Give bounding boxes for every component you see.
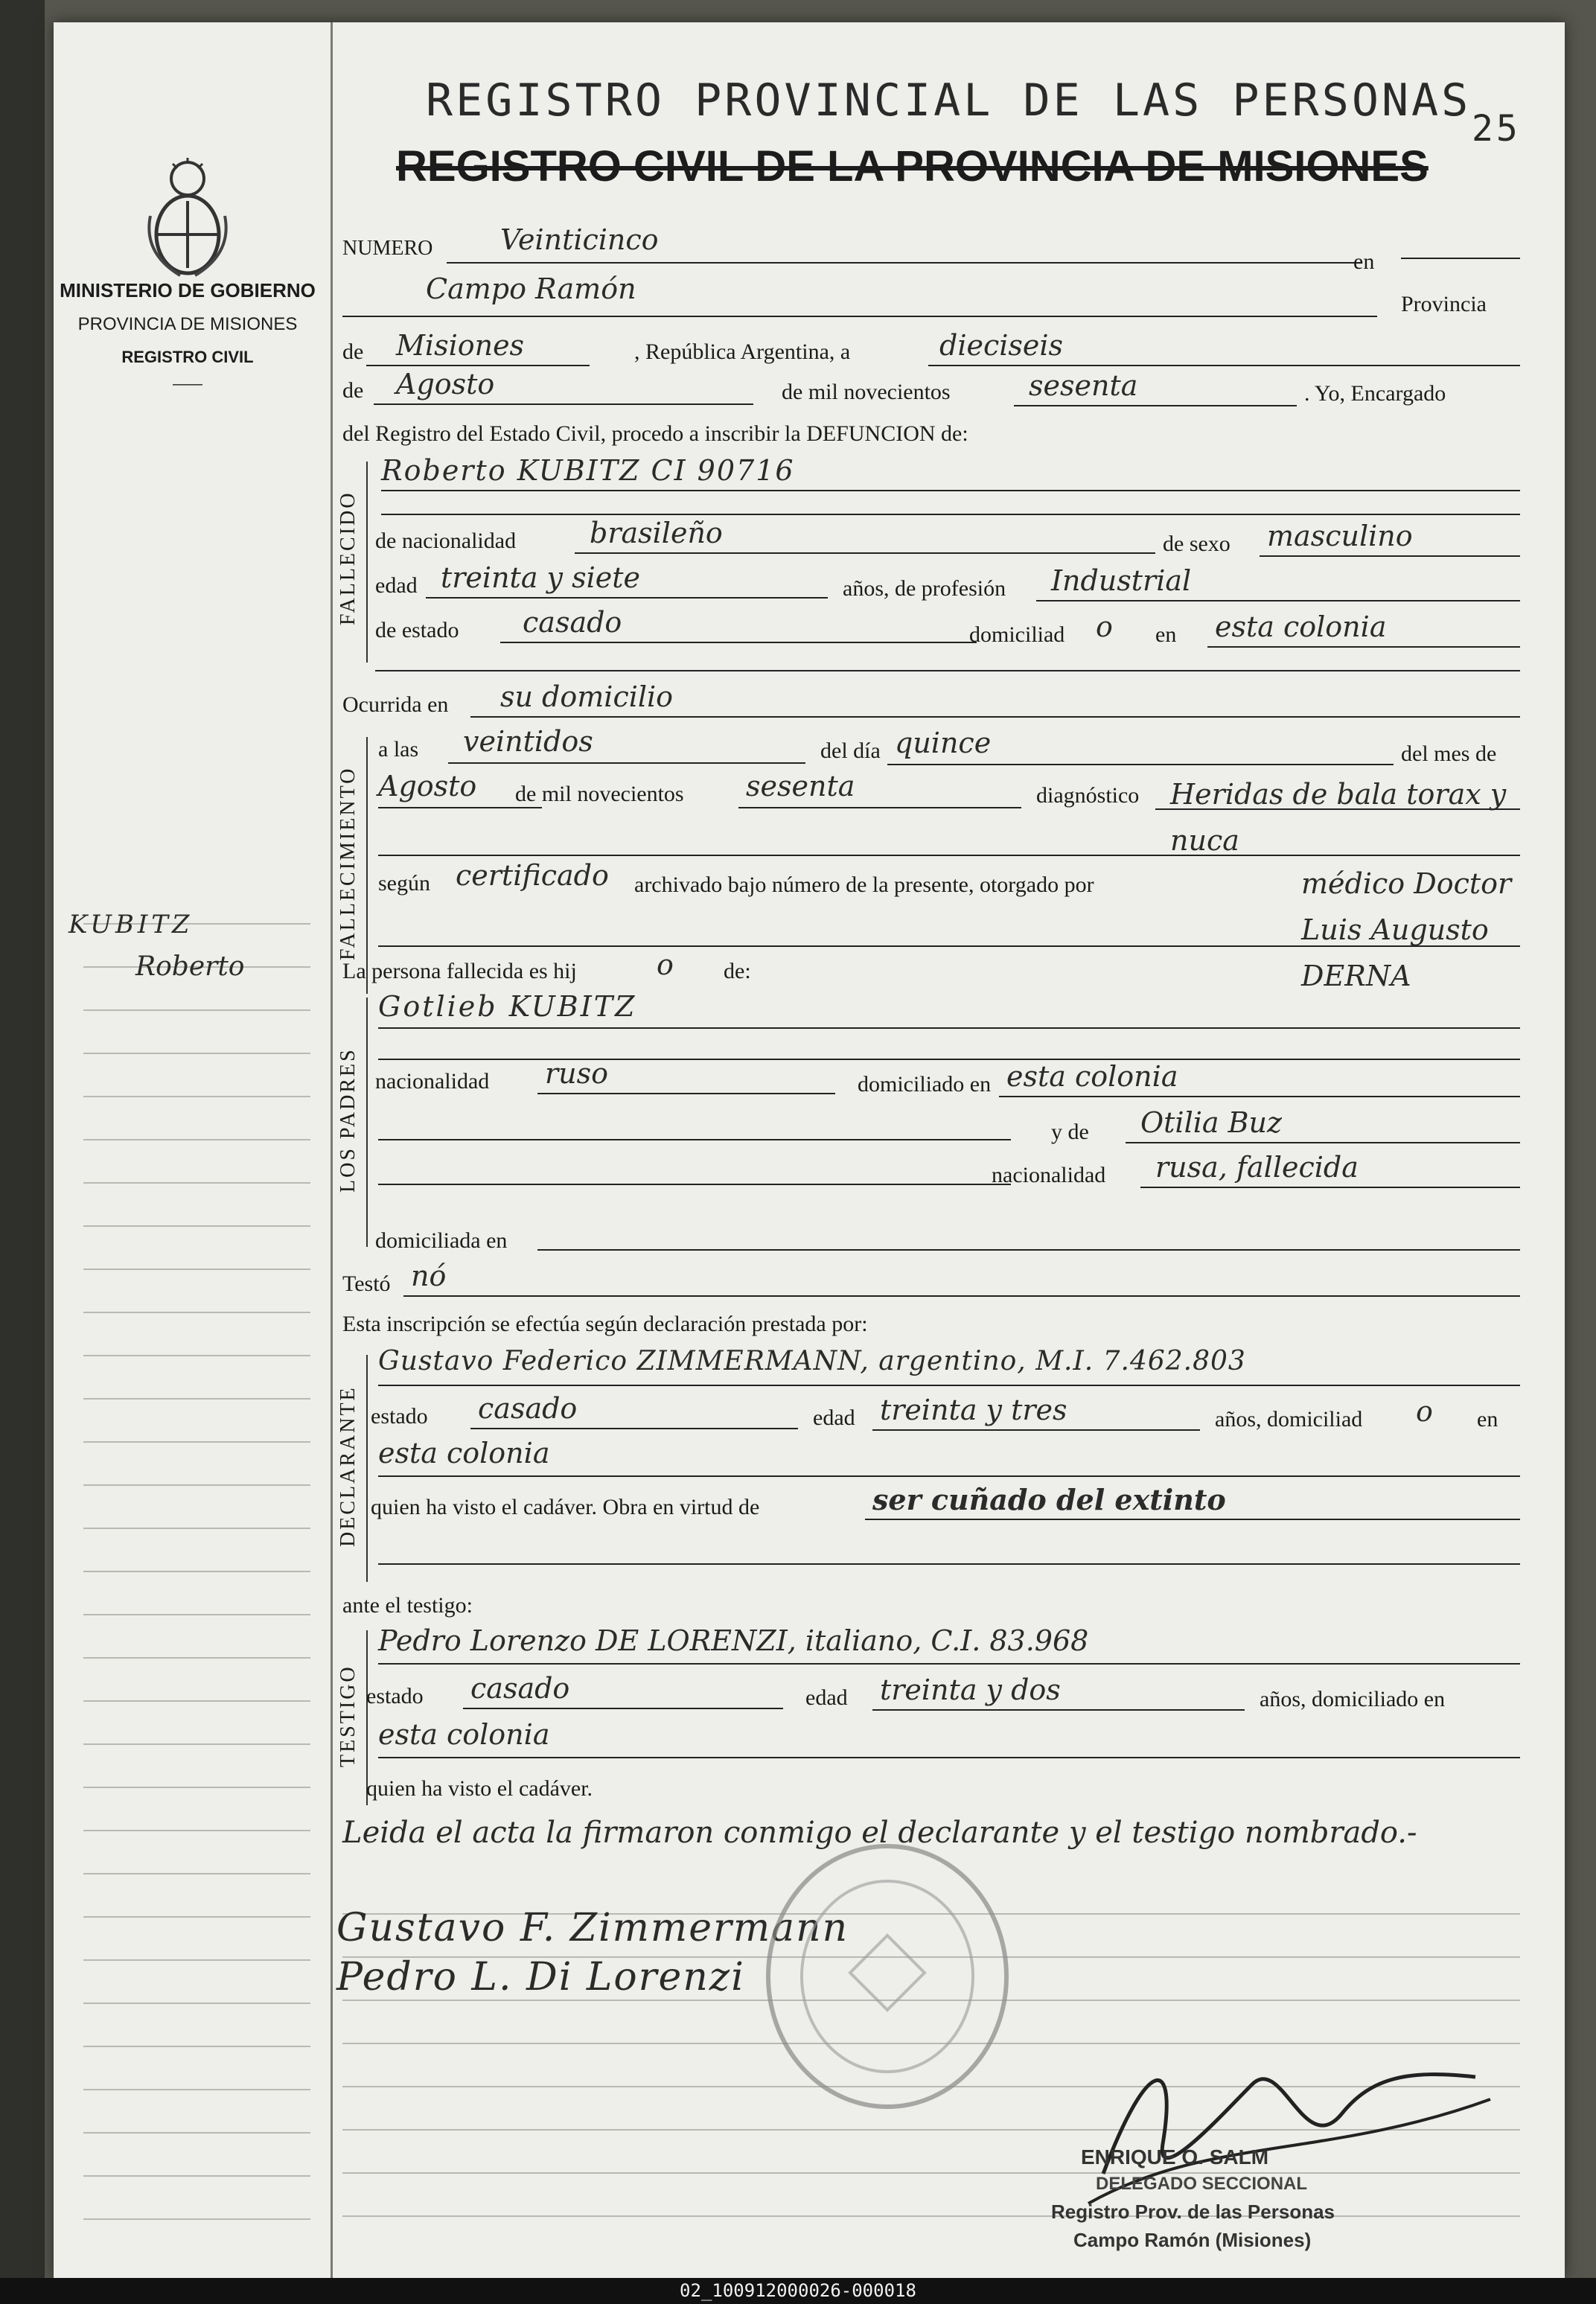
label-provincia: Provincia: [1401, 292, 1487, 316]
margin-rule-line: [83, 1614, 310, 1615]
margin-rule-line: [83, 1528, 310, 1529]
label-de-sexo: de sexo: [1163, 532, 1230, 556]
margin-rule-line: [83, 1269, 310, 1270]
margin-rule-line: [83, 2046, 310, 2047]
label-quien-visto-obra: quien ha visto el cadáver. Obra en virtud de: [371, 1495, 760, 1519]
label-mil-novecientos: de mil novecientos: [782, 380, 951, 404]
label-quien-visto: quien ha visto el cadáver.: [366, 1776, 593, 1801]
entry-testigo-estado: casado: [470, 1672, 570, 1705]
entry-estado-civil: casado: [523, 606, 622, 639]
entry-sexo: masculino: [1267, 520, 1413, 552]
margin-name: Roberto: [135, 951, 245, 982]
entry-declarante-domiciliad: o: [1416, 1395, 1433, 1428]
entry-cierre: Leida el acta la firmaron conmigo el declarante y el testigo nombrado.-: [342, 1816, 1417, 1850]
entry-hora: veintidos: [463, 725, 593, 758]
crossed-title: REGISTRO CIVIL DE LA PROVINCIA DE MISIONES: [396, 142, 1429, 191]
entry-declarante-domicilio: esta colonia: [378, 1437, 550, 1469]
entry-profesion: Industrial: [1051, 564, 1192, 597]
entry-madre-nacionalidad: rusa, fallecida: [1155, 1151, 1359, 1184]
page-number: 25: [1472, 108, 1521, 150]
label-domiciliad: domiciliad: [969, 622, 1065, 647]
signature-declarante: Gustavo F. Zimmermann: [336, 1906, 849, 1950]
margin-rule-line: [83, 1096, 310, 1097]
label-persona-fallecida: La persona fallecida es hij: [342, 959, 577, 983]
margin-rule-line: [83, 1787, 310, 1788]
label-de2: de: [342, 378, 364, 403]
signature-testigo: Pedro L. Di Lorenzi: [336, 1955, 745, 2000]
entry-ocurrida-en: su domicilio: [500, 680, 674, 713]
entry-provincia: Misiones: [396, 329, 525, 362]
entry-hijo-suffix: o: [657, 948, 674, 981]
margin-rule-line: [83, 1398, 310, 1400]
label-en: en: [1353, 249, 1375, 274]
label-yo: . Yo, Encargado: [1304, 381, 1446, 406]
margin-rule-line: [83, 1182, 310, 1184]
label-del-registro: del Registro del Estado Civil, procedo a inscribir la DEFUNCION de:: [342, 421, 968, 446]
entry-segun: certificado: [456, 859, 609, 892]
entry-medico: médico Doctor Luis Augusto DERNA: [1301, 867, 1512, 992]
margin-rule-line: [83, 1441, 310, 1443]
margin-rule-line: [83, 2003, 310, 2004]
label-segun: según: [378, 871, 430, 896]
stamp-office: Registro Prov. de las Personas: [1051, 2201, 1335, 2223]
label-edad-testigo: edad: [805, 1685, 848, 1710]
label-ocurrida-en: Ocurrida en: [342, 692, 449, 717]
entry-testigo: Pedro Lorenzo DE LORENZI, italiano, C.I. 83.968: [378, 1624, 1089, 1657]
entry-padre-nacionalidad: ruso: [545, 1057, 609, 1090]
label-en-declarante: en: [1477, 1407, 1498, 1432]
margin-divider: [331, 22, 333, 2278]
entry-padre: Gotlieb KUBITZ: [378, 990, 637, 1023]
entry-mes-fallecimiento: Agosto: [378, 770, 477, 802]
side-label-fallecimiento: FALLECIMIENTO: [336, 766, 360, 961]
margin-rule-line: [83, 1700, 310, 1702]
label-del-mes: del mes de: [1401, 741, 1497, 766]
margin-rule-line: [83, 1355, 310, 1356]
label-nacionalidad-madre: nacionalidad: [992, 1163, 1106, 1187]
stamp-place: Campo Ramón (Misiones): [1073, 2229, 1312, 2251]
entry-numero: Veinticinco: [500, 223, 659, 256]
entry-dia: dieciseis: [939, 329, 1064, 362]
entry-madre: Otilia Buz: [1140, 1106, 1283, 1139]
entry-declarante: Gustavo Federico ZIMMERMANN, argentino, M.I. 7.462.803: [378, 1346, 1246, 1376]
label-anos-domiciliado: años, domiciliado en: [1260, 1687, 1446, 1711]
entry-declarante-estado: casado: [478, 1392, 578, 1425]
label-esta-inscripcion: Esta inscripción se efectúa según declaración prestada por:: [342, 1312, 868, 1336]
side-label-padres: LOS PADRES: [336, 1047, 360, 1193]
side-label-testigo: TESTIGO: [336, 1665, 360, 1767]
entry-domiciliad-suffix: o: [1096, 610, 1113, 643]
coat-of-arms-icon: [135, 156, 240, 283]
entry-testigo-edad: treinta y dos: [880, 1673, 1061, 1706]
ministry-line1: MINISTERIO DE GOBIERNO: [60, 279, 316, 301]
margin-rule-line: [83, 1743, 310, 1745]
side-label-declarante: DECLARANTE: [336, 1385, 360, 1548]
ministry-line2: PROVINCIA DE MISIONES: [77, 314, 298, 334]
label-archivado: archivado bajo número de la presente, otorgado por: [634, 872, 1094, 897]
stamp-role: DELEGADO SECCIONAL: [1096, 2174, 1308, 2194]
label-numero: NUMERO: [342, 237, 433, 260]
label-edad-declarante: edad: [813, 1405, 855, 1430]
label-republica: , República Argentina, a: [634, 339, 851, 364]
margin-rule-line: [83, 2089, 310, 2090]
label-domiciliada-en: domiciliada en: [375, 1228, 508, 1253]
label-anos-domiciliad: años, domiciliad: [1215, 1407, 1363, 1432]
label-edad: edad: [375, 573, 418, 598]
side-label-fallecido: FALLECIDO: [336, 491, 360, 626]
margin-rule-line: [83, 2218, 310, 2220]
margin-rule-line: [83, 1571, 310, 1572]
margin-rule-line: [83, 1873, 310, 1874]
label-en-domicilio: en: [1155, 622, 1177, 647]
entry-mes: Agosto: [396, 368, 495, 401]
margin-rule-line: [83, 2132, 310, 2134]
margin-rule-line: [83, 1657, 310, 1659]
label-estado-testigo: estado: [366, 1684, 424, 1708]
entry-diagnostico: Heridas de bala torax y nuca: [1170, 778, 1507, 857]
margin-rule-line: [83, 1139, 310, 1140]
entry-declarante-edad: treinta y tres: [880, 1394, 1067, 1426]
label-ante-testigo: ante el testigo:: [342, 1593, 473, 1618]
ministry-line3: REGISTRO CIVIL: [121, 348, 254, 366]
label-de-colon: de:: [724, 959, 751, 983]
entry-domicilio: esta colonia: [1215, 610, 1387, 643]
document-page: [54, 22, 1565, 2278]
entry-testo: nó: [411, 1260, 447, 1292]
entry-nacionalidad: brasileño: [590, 517, 723, 549]
label-a-las: a las: [378, 737, 419, 762]
label-de: de: [342, 339, 364, 364]
stamp-name: ENRIQUE O. SALM: [1081, 2145, 1269, 2169]
label-y-de: y de: [1051, 1120, 1089, 1144]
margin-rule-line: [83, 1009, 310, 1011]
margin-rule-line: [83, 1484, 310, 1486]
label-estado-declarante: estado: [371, 1404, 428, 1429]
entry-anio-fallecimiento: sesenta: [746, 770, 855, 802]
label-anos-profesion: años, de profesión: [843, 576, 1006, 601]
label-domiciliado-en: domiciliado en: [858, 1072, 992, 1097]
label-diagnostico: diagnóstico: [1036, 783, 1140, 808]
label-de-nacionalidad: de nacionalidad: [375, 529, 517, 553]
margin-rule-line: [83, 1225, 310, 1227]
label-nacionalidad-padre: nacionalidad: [375, 1069, 490, 1094]
label-del-dia: del día: [820, 738, 881, 763]
margin-rule-line: [83, 1312, 310, 1313]
margin-rule-line: [83, 1916, 310, 1918]
entry-anio: sesenta: [1029, 369, 1138, 402]
entry-padre-domicilio: esta colonia: [1006, 1060, 1178, 1093]
entry-fallecido-nombre: Roberto KUBITZ CI 90716: [381, 454, 795, 487]
margin-rule-line: [83, 1959, 310, 1961]
label-testo: Testó: [342, 1271, 391, 1296]
entry-dia-fallecimiento: quince: [895, 727, 992, 759]
book-spine: [0, 0, 45, 2278]
entry-obra-en-virtud: ser cuñado del extinto: [872, 1483, 1226, 1516]
margin-surname: KUBITZ: [68, 910, 194, 939]
ministry-line4: ——: [173, 376, 202, 392]
round-stamp: [761, 1839, 1014, 2114]
image-footer-id: 02_100912000026-000018: [0, 2278, 1596, 2304]
entry-lugar: Campo Ramón: [426, 272, 636, 305]
margin-rule-line: [83, 1830, 310, 1831]
label-de-estado: de estado: [375, 618, 459, 642]
entry-testigo-domicilio: esta colonia: [378, 1718, 550, 1751]
page-title: REGISTRO PROVINCIAL DE LAS PERSONAS: [426, 74, 1472, 127]
label-de-mil-novecientos: de mil novecientos: [515, 782, 684, 806]
margin-rule-line: [83, 1053, 310, 1054]
margin-rule-line: [83, 2175, 310, 2177]
entry-edad: treinta y siete: [441, 561, 641, 594]
